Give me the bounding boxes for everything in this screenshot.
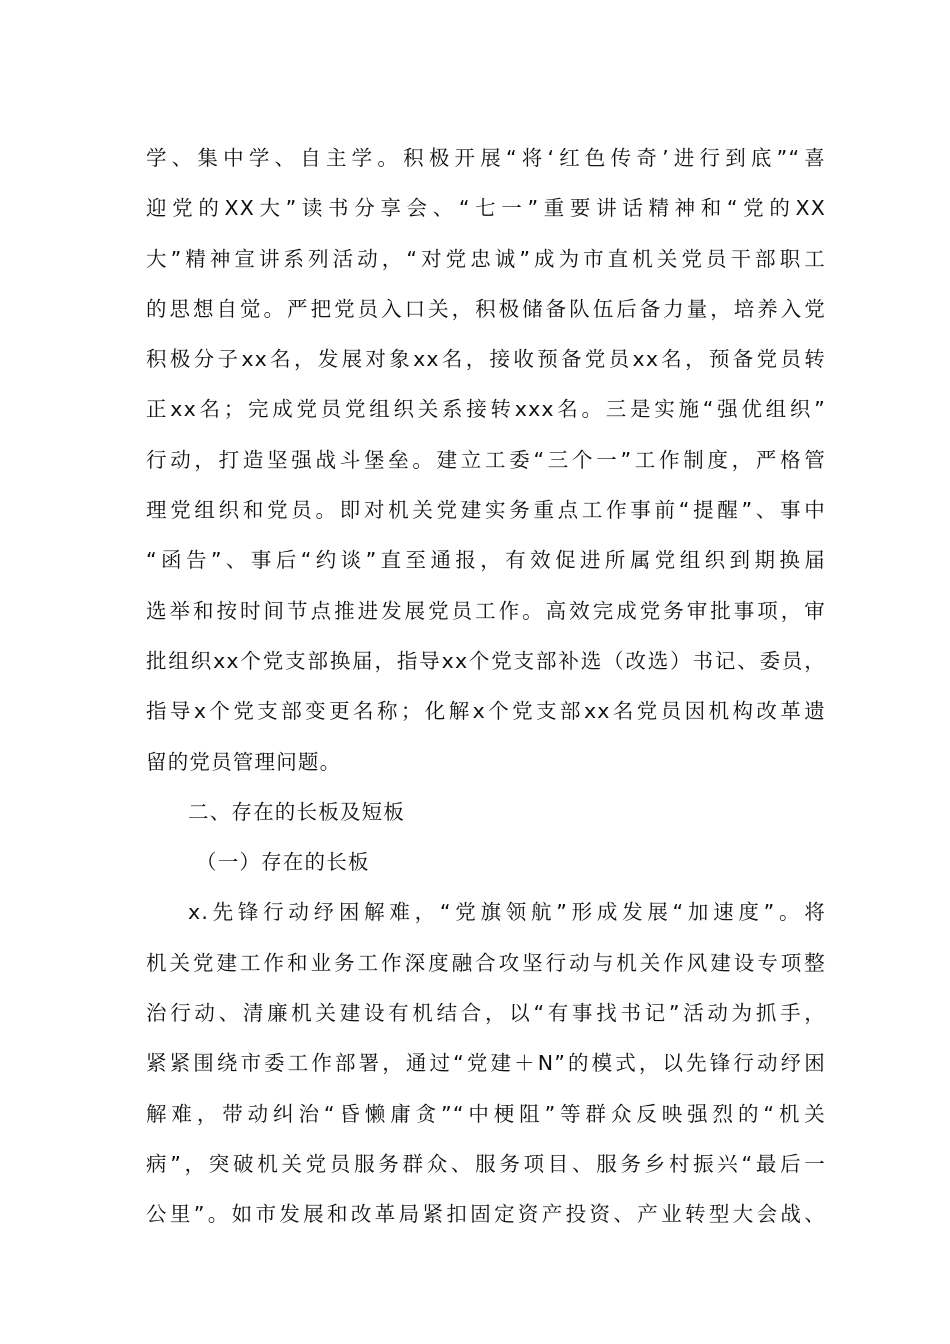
body-line: 理党组织和党员。即对机关党建实务重点工作事前“提醒”、事中 [146,498,826,523]
body-line: 病”，突破机关党员服务群众、服务项目、服务乡村振兴“最后一 [146,1151,826,1176]
body-line: 的思想自觉。严把党员入口关，积极储备队伍后备力量，培养入党 [146,296,826,321]
body-line: 学、集中学、自主学。积极开展“将‘红色传奇’进行到底”“喜 [146,146,826,170]
body-line: 公里”。如市发展和改革局紧扣固定资产投资、产业转型大会战、 [146,1202,826,1227]
body-line: 迎党的XX大”读书分享会、“七一”重要讲话精神和“党的XX [146,196,826,221]
body-line: 选举和按时间节点推进发展党员工作。高效完成党务审批事项，审 [146,598,826,623]
body-line: 留的党员管理问题。 [146,749,342,774]
body-line: 紧紧围绕市委工作部署，通过“党建＋N”的模式，以先锋行动纾困 [146,1051,826,1076]
body-line: 大”精神宣讲系列活动，“对党忠诚”成为市直机关党员干部职工 [146,246,826,271]
section-heading: 二、存在的长板及短板 [188,799,405,824]
body-line: 正xx名；完成党员党组织关系接转xxx名。三是实施“强优组织” [146,397,826,422]
document-body [146,133,826,1240]
body-line: 积极分子xx名，发展对象xx名，接收预备党员xx名，预备党员转 [146,347,826,372]
body-line: 行动，打造坚强战斗堡垒。建立工委“三个一”工作制度，严格管 [146,447,826,472]
body-line: “函告”、事后“约谈”直至通报，有效促进所属党组织到期换届 [146,548,826,573]
body-line: x.先锋行动纾困解难，“党旗领航”形成发展“加速度”。将 [188,900,826,925]
body-line: 治行动、清廉机关建设有机结合，以“有事找书记”活动为抓手， [146,1001,826,1026]
body-line: 批组织xx个党支部换届，指导xx个党支部补选（改选）书记、委员， [146,648,826,673]
subsection-heading: （一）存在的长板 [196,850,370,875]
body-line: 指导x个党支部变更名称；化解x个党支部xx名党员因机构改革遗 [146,699,826,724]
body-line: 机关党建工作和业务工作深度融合攻坚行动与机关作风建设专项整 [146,950,826,975]
body-line: 解难，带动纠治“昏懒庸贪”“中梗阻”等群众反映强烈的“机关 [146,1101,826,1126]
